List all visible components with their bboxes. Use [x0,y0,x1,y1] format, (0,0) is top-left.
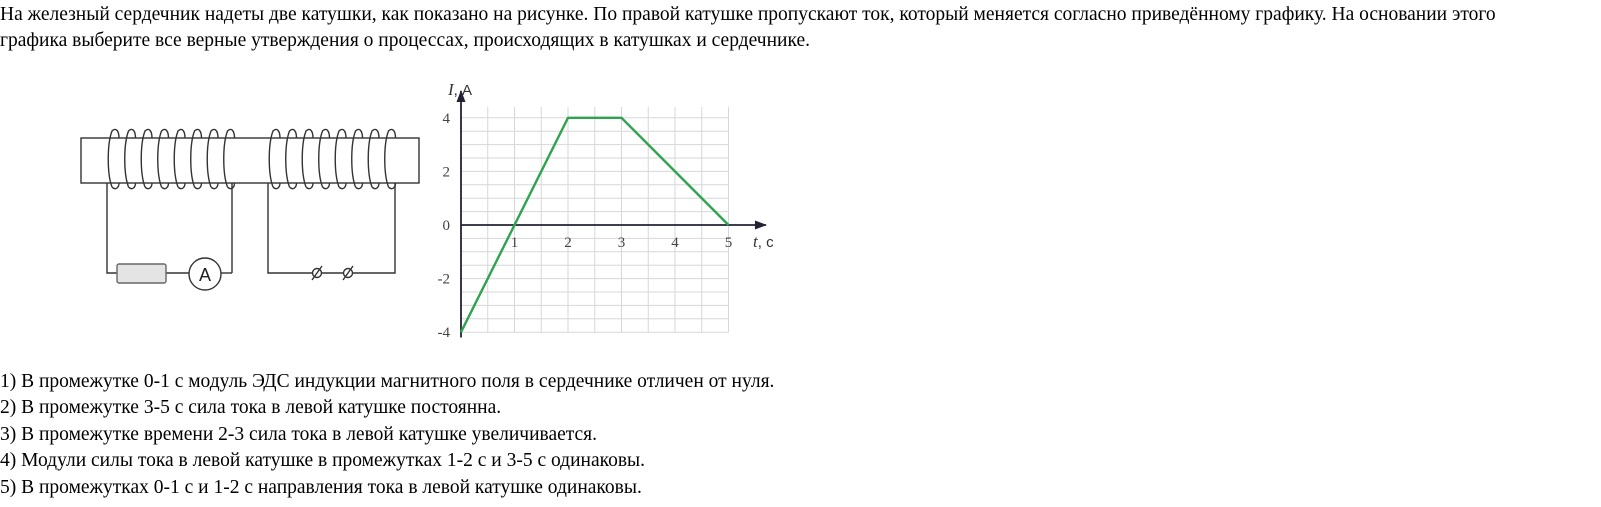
y-tick-label: 2 [442,164,450,181]
right-circuit-wire [268,183,312,273]
coil-turn-back [356,183,363,189]
x-axis-unit: , с [757,234,774,251]
option-5[interactable]: 5) В промежутках 0-1 с и 1-2 с направления тока в левой катушке одинаковы. [0,476,642,498]
ammeter-label: A [198,265,212,285]
coil-turn-back [290,183,297,189]
y-tick-label: -2 [437,271,450,288]
problem-text: На железный сердечник надеты две катушки, как показано на рисунке. По правой катушке пропускают ток, который меняется согласно приведённому графику. На основании этого графика выберите все верные утверждения о процессах, происходящих в катушках и сердечнике. [0,4,1496,51]
y-axis-unit: , А [453,82,473,99]
x-tick-label: 2 [564,235,572,251]
circuit-diagram [70,74,430,304]
coil-turn-back [372,183,379,189]
coil-turn-back [323,183,330,189]
coil-turn-back [129,183,136,189]
coil-turn-back [162,183,169,189]
option-4[interactable]: 4) Модули силы тока в левой катушке в промежутках 1-2 с и 3-5 с одинаковы. [0,450,646,472]
option-2[interactable]: 2) В промежутке 3-5 с сила тока в левой катушке постоянна. [0,397,502,419]
coil-turn-back [195,183,202,189]
chart-grid [461,107,729,332]
chart-axes [457,90,767,338]
y-tick-label: 4 [442,110,450,127]
x-tick-label: 3 [617,235,626,251]
coil-turn-back [339,183,346,189]
option-1[interactable]: 1) В промежутке 0-1 с модуль ЭДС индукции магнитного поля в сердечнике отличен от нуля. [0,371,775,392]
answer-options [0,369,774,501]
coil-turn-back [228,183,235,189]
y-tick-label: -4 [437,325,450,342]
y-axis-label [447,80,472,99]
option-3[interactable]: 3) В промежутке времени 2-3 сила тока в левой катушке увеличивается. [0,423,598,445]
coil-turn-back [178,183,185,189]
figure [70,74,790,344]
x-tick-label: 4 [671,235,679,251]
x-tick-label: 5 [724,235,733,251]
chart-ticks [438,111,733,341]
x-axis-label [753,232,774,251]
x-axis-arrow [755,221,767,230]
y-axis-var: I [448,80,454,99]
y-tick-label: 0 [442,218,450,234]
coil-turn-back [211,183,218,189]
x-tick-label: 1 [510,235,519,251]
coil-turn-back [306,183,313,189]
coil-turn-back [112,183,119,189]
current-graph [430,74,780,344]
left-circuit-wire [107,183,117,273]
coil-turn-back [273,183,280,189]
x-axis-var: t [753,232,758,251]
coil-turn-back [145,183,152,189]
resistor [117,264,166,283]
